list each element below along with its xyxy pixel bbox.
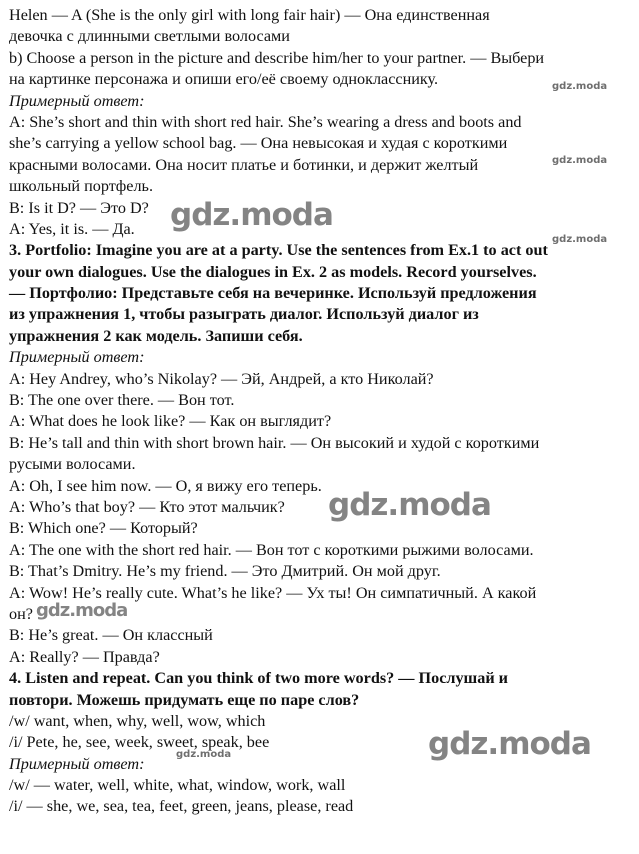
watermark-large-1: gdz.moda	[170, 197, 333, 233]
exercise-heading-line: повтори. Можешь придумать еще по паре слов?	[9, 690, 360, 709]
text-line: /i/ — she, we, sea, tea, feet, green, jeans, please, read	[9, 797, 354, 816]
text-line: b) Choose a person in the picture and describe him/her to your partner. — Выбери	[9, 48, 545, 67]
watermark-small-1: gdz.moda	[552, 81, 608, 92]
text-line: русыми волосами.	[9, 455, 136, 474]
text-line: Helen — A (She is the only girl with long fair hair) — Она единственная	[9, 6, 490, 24]
text-line: A: She’s short and thin with short red hair. She’s wearing a dress and boots and	[9, 112, 522, 131]
answer-label: Примерный ответ:	[9, 91, 145, 110]
text-line: A: Yes, it is. — Да.	[9, 219, 135, 238]
text-line: /w/ — water, well, white, what, window, work, wall	[9, 776, 346, 795]
text-line: B: That’s Dmitry. He’s my friend. — Это Дмитрий. Он мой друг.	[9, 562, 441, 581]
text-line: A: Wow! He’s really cute. What’s he like? — Ух ты! Он симпатичный. А какой	[9, 583, 537, 602]
text-line: B: He’s great. — Он классный	[9, 626, 213, 645]
watermark-small-4: gdz.moda	[176, 749, 232, 760]
watermark-large-3: gdz.moda	[428, 726, 591, 762]
exercise-heading-line: your own dialogues. Use the dialogues in Ex. 2 as models. Record yourselves.	[9, 262, 537, 281]
text-line: B: The one over there. — Вон тот.	[9, 391, 235, 410]
text-line: он?	[9, 604, 33, 623]
exercise-heading-line: 4. Listen and repeat. Can you think of two more words? — Послушай и	[9, 669, 509, 688]
text-line: B: Which one? — Который?	[9, 519, 198, 538]
answer-label: Примерный ответ:	[9, 754, 145, 773]
watermark-medium-1: gdz.moda	[36, 600, 128, 621]
text-line: A: Oh, I see him now. — О, я вижу его теперь.	[9, 476, 322, 495]
text-line: на картинке персонажа и опиши его/её своему однокласснику.	[9, 70, 439, 89]
text-line: красными волосами. Она носит платье и ботинки, и держит желтый	[9, 155, 479, 174]
text-line: /w/ want, when, why, well, wow, which	[9, 711, 266, 730]
exercise-heading-line: — Портфолио: Представьте себя на вечеринке. Используй предложения	[9, 284, 537, 303]
text-line: A: The one with the short red hair. — Вон тот с короткими рыжими волосами.	[9, 540, 534, 559]
answer-label: Примерный ответ:	[9, 348, 145, 367]
text-line: A: Who’s that boy? — Кто этот мальчик?	[9, 497, 285, 516]
document-body	[9, 5, 635, 818]
exercise-heading-line: из упражнения 1, чтобы разыграть диалог. Используй диалог из	[9, 305, 479, 324]
watermark-small-3: gdz.moda	[552, 234, 608, 245]
exercise-heading-line: 3. Portfolio: Imagine you are at a party. Use the sentences from Ex.1 to act out	[9, 241, 548, 260]
watermark-large-2: gdz.moda	[328, 487, 491, 523]
watermark-small-2: gdz.moda	[552, 155, 608, 166]
text-line: she’s carrying a yellow school bag. — Она невысокая и худая с короткими	[9, 134, 508, 153]
text-line: школьный портфель.	[9, 177, 153, 196]
text-line: A: Hey Andrey, who’s Nikolay? — Эй, Андрей, а кто Николай?	[9, 369, 434, 388]
text-line: B: Is it D? — Это D?	[9, 198, 149, 217]
text-line: девочка с длинными светлыми волосами	[9, 27, 290, 46]
text-line: A: Really? — Правда?	[9, 647, 160, 666]
text-line: /i/ Pete, he, see, week, sweet, speak, bee	[9, 733, 270, 752]
text-line: B: He’s tall and thin with short brown hair. — Он высокий и худой с короткими	[9, 433, 540, 452]
exercise-heading-line: упражнения 2 как модель. Запиши себя.	[9, 326, 303, 345]
text-line: A: What does he look like? — Как он выглядит?	[9, 412, 332, 431]
